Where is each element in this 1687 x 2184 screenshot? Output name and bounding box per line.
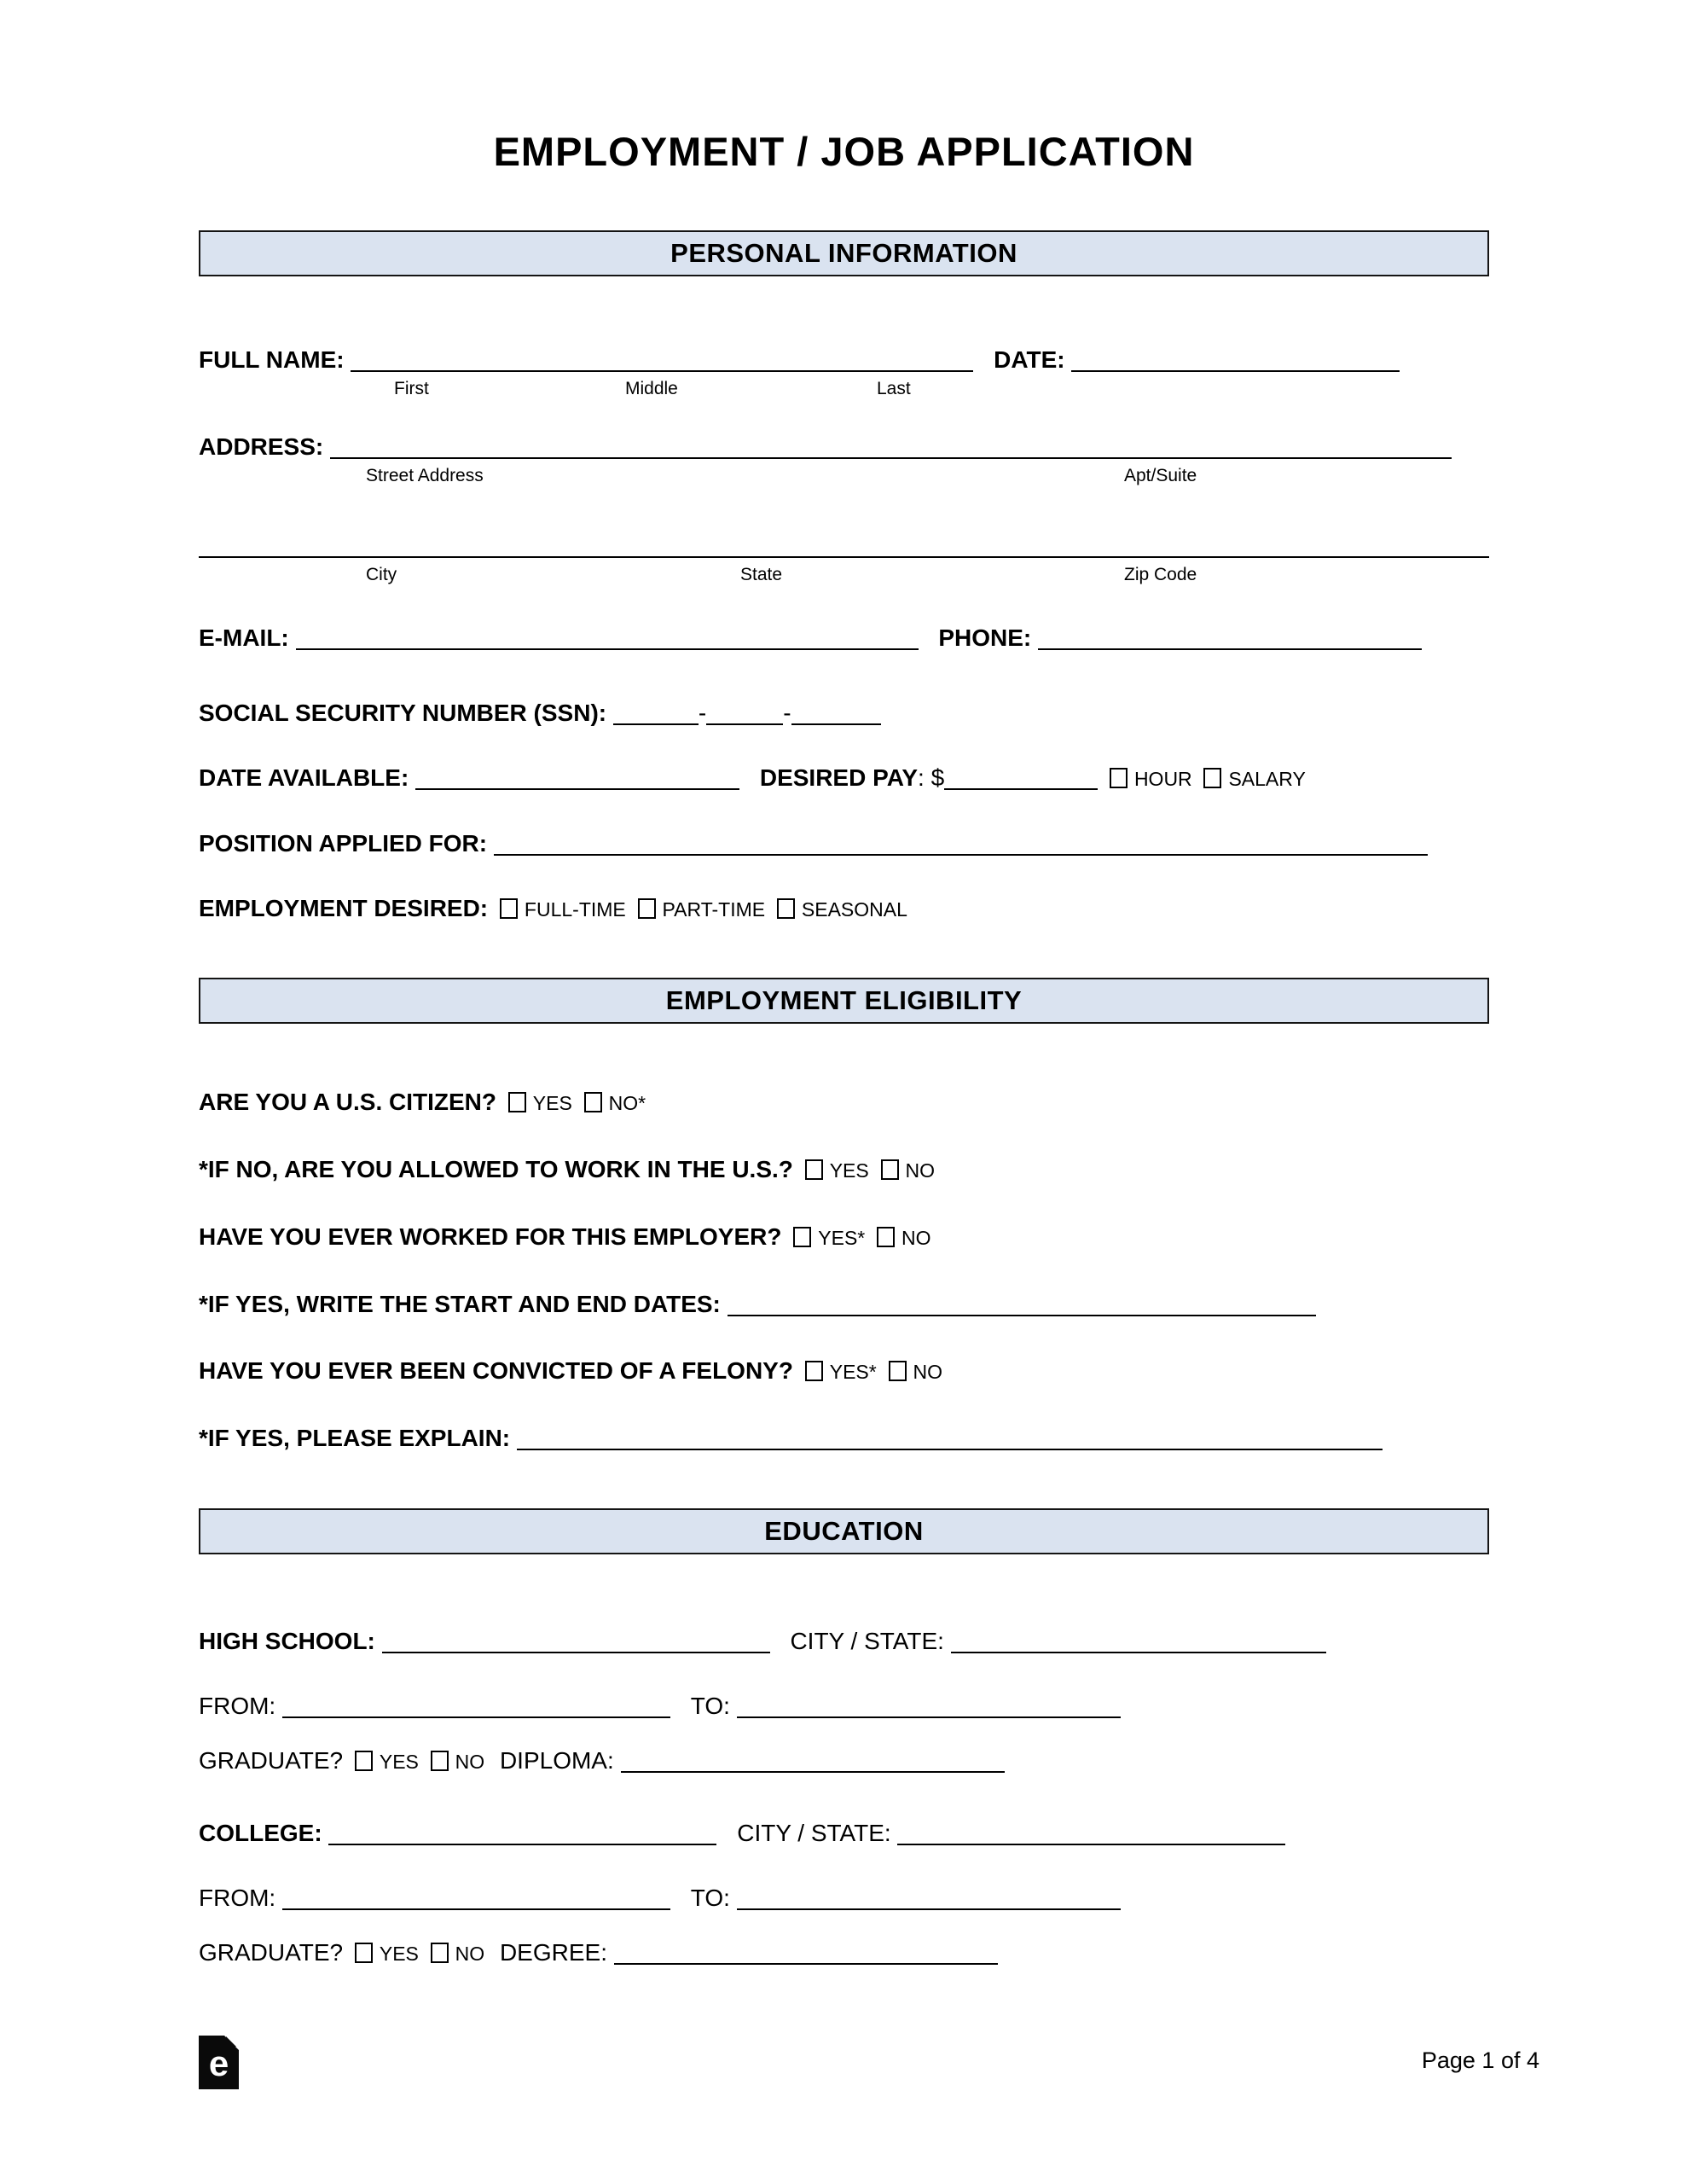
position-row: [199, 828, 1489, 859]
city-sublabel: City: [366, 565, 397, 585]
last-sublabel: Last: [877, 379, 911, 399]
hs-from-label: FROM:: [199, 1693, 276, 1720]
citizen-question-label: ARE YOU A U.S. CITIZEN?: [199, 1089, 496, 1116]
section-header-education-label: EDUCATION: [764, 1516, 924, 1547]
hs-city-state-line[interactable]: [951, 1652, 1326, 1653]
position-applied-label: POSITION APPLIED FOR:: [199, 830, 488, 857]
street-address-sublabel: Street Address: [366, 466, 484, 486]
address-sublabels-1: [199, 462, 1489, 491]
checkbox-citizen-no[interactable]: [584, 1092, 602, 1112]
apt-suite-sublabel: Apt/Suite: [1124, 466, 1197, 486]
start-end-dates-line[interactable]: [728, 1315, 1316, 1316]
employment-desired-row: [199, 893, 1489, 925]
felony-explain-label: *IF YES, PLEASE EXPLAIN:: [199, 1425, 511, 1452]
checkbox-hs-graduate-yes[interactable]: [355, 1751, 373, 1771]
college-from-label: FROM:: [199, 1885, 276, 1912]
full-time-option-label: FULL-TIME: [524, 898, 626, 921]
hs-to-line[interactable]: [737, 1716, 1121, 1718]
date-available-label: DATE AVAILABLE:: [199, 764, 409, 792]
address-sublabels-2: [199, 561, 1489, 590]
page-title: EMPLOYMENT / JOB APPLICATION: [493, 129, 1195, 174]
ssn-line-3[interactable]: [791, 723, 881, 725]
citizen-question-row: [199, 1087, 1489, 1118]
hs-city-state-label: CITY / STATE:: [790, 1628, 944, 1655]
logo-letter: e: [208, 2043, 229, 2083]
checkbox-felony-no[interactable]: [889, 1361, 907, 1381]
name-sublabels: [199, 375, 1489, 404]
desired-pay-punct: : $: [918, 764, 945, 792]
college-graduate-yes-label: YES: [379, 1943, 419, 1966]
checkbox-citizen-yes[interactable]: [508, 1092, 526, 1112]
college-to-line[interactable]: [737, 1908, 1121, 1910]
ssn-row: [199, 698, 1489, 729]
felony-question-label: HAVE YOU EVER BEEN CONVICTED OF A FELONY?: [199, 1357, 793, 1385]
college-row: [199, 1818, 1489, 1849]
date-line[interactable]: [1071, 370, 1400, 372]
middle-sublabel: Middle: [625, 379, 678, 399]
page-number-label: Page 1 of 4: [1421, 2048, 1539, 2073]
college-city-state-line[interactable]: [897, 1844, 1285, 1845]
felony-explain-line[interactable]: [517, 1449, 1383, 1450]
checkbox-hs-graduate-no[interactable]: [431, 1751, 449, 1771]
high-school-line[interactable]: [382, 1652, 770, 1653]
high-school-from-to-row: [199, 1691, 1489, 1722]
section-header-eligibility-label: EMPLOYMENT ELIGIBILITY: [665, 985, 1023, 1016]
checkbox-college-graduate-yes[interactable]: [355, 1943, 373, 1963]
date-label: DATE:: [994, 346, 1065, 374]
start-end-dates-row: [199, 1289, 1489, 1320]
start-end-dates-label: *IF YES, WRITE THE START AND END DATES:: [199, 1291, 721, 1318]
ssn-line-1[interactable]: [613, 723, 699, 725]
citizen-yes-label: YES: [532, 1092, 572, 1115]
checkbox-pay-salary[interactable]: [1203, 768, 1221, 788]
college-graduate-label: GRADUATE?: [199, 1939, 344, 1966]
checkbox-allowed-yes[interactable]: [805, 1159, 823, 1180]
felony-no-label: NO: [913, 1361, 943, 1384]
checkbox-part-time[interactable]: [638, 898, 656, 919]
ssn-separator-1: -: [698, 700, 707, 727]
section-header-employment-eligibility: [199, 978, 1489, 1024]
section-header-personal-label: PERSONAL INFORMATION: [670, 238, 1017, 269]
hs-graduate-label: GRADUATE?: [199, 1747, 344, 1774]
ssn-separator-2: -: [783, 700, 791, 727]
full-name-line[interactable]: [351, 370, 973, 372]
date-available-line[interactable]: [415, 788, 739, 790]
college-from-to-row: [199, 1883, 1489, 1914]
worked-yes-label: YES*: [818, 1227, 866, 1250]
phone-label: PHONE:: [938, 624, 1032, 652]
checkbox-college-graduate-no[interactable]: [431, 1943, 449, 1963]
email-line[interactable]: [296, 648, 919, 650]
hs-to-label: TO:: [690, 1693, 730, 1720]
allowed-to-work-question-label: *IF NO, ARE YOU ALLOWED TO WORK IN THE U.S.?: [199, 1156, 793, 1183]
address-line[interactable]: [330, 457, 1452, 459]
worked-for-employer-question-label: HAVE YOU EVER WORKED FOR THIS EMPLOYER?: [199, 1223, 782, 1251]
felony-yes-label: YES*: [829, 1361, 877, 1384]
hs-from-line[interactable]: [282, 1716, 670, 1718]
ssn-line-2[interactable]: [706, 723, 783, 725]
checkbox-seasonal[interactable]: [777, 898, 795, 919]
college-from-line[interactable]: [282, 1908, 670, 1910]
desired-pay-line[interactable]: [944, 788, 1098, 790]
zip-code-sublabel: Zip Code: [1124, 565, 1197, 585]
checkbox-allowed-no[interactable]: [881, 1159, 899, 1180]
address-row: [199, 432, 1489, 462]
high-school-graduate-row: [199, 1745, 1489, 1777]
felony-explain-row: [199, 1423, 1489, 1454]
allowed-yes-label: YES: [829, 1159, 869, 1182]
college-graduate-no-label: NO: [455, 1943, 485, 1966]
address-label: ADDRESS:: [199, 433, 324, 461]
state-sublabel: State: [740, 565, 783, 585]
worked-for-employer-question-row: [199, 1222, 1489, 1253]
desired-pay-label: DESIRED PAY: [759, 764, 919, 792]
part-time-option-label: PART-TIME: [662, 898, 766, 921]
allowed-no-label: NO: [905, 1159, 935, 1182]
hs-graduate-no-label: NO: [455, 1751, 485, 1774]
page-footer: [199, 2036, 1539, 2089]
degree-line[interactable]: [614, 1963, 998, 1965]
email-label: E-MAIL:: [199, 624, 289, 652]
diploma-line[interactable]: [621, 1771, 1005, 1773]
allowed-to-work-question-row: [199, 1154, 1489, 1186]
position-applied-line[interactable]: [494, 854, 1428, 856]
checkbox-felony-yes[interactable]: [805, 1361, 823, 1381]
address-row-2: [199, 531, 1489, 561]
citizen-no-label: NO*: [608, 1092, 646, 1115]
high-school-row: [199, 1626, 1489, 1657]
section-header-personal-information: [199, 230, 1489, 276]
diploma-label: DIPLOMA:: [499, 1747, 614, 1774]
degree-label: DEGREE:: [499, 1939, 607, 1966]
first-sublabel: First: [394, 379, 429, 399]
address-line-2[interactable]: [199, 556, 1489, 558]
felony-question-row: [199, 1356, 1489, 1387]
high-school-label: HIGH SCHOOL:: [199, 1628, 375, 1655]
seasonal-option-label: SEASONAL: [801, 898, 907, 921]
eforms-logo-icon: [199, 2036, 239, 2089]
phone-line[interactable]: [1038, 648, 1422, 650]
checkbox-pay-hour[interactable]: [1110, 768, 1128, 788]
hs-graduate-yes-label: YES: [379, 1751, 419, 1774]
checkbox-worked-no[interactable]: [877, 1227, 895, 1247]
college-graduate-row: [199, 1937, 1489, 1969]
date-available-pay-row: [199, 763, 1489, 794]
form-content: [199, 0, 1489, 1969]
checkbox-worked-yes[interactable]: [793, 1227, 811, 1247]
employment-desired-label: EMPLOYMENT DESIRED:: [199, 895, 489, 922]
worked-no-label: NO: [901, 1227, 931, 1250]
full-name-row: [199, 345, 1489, 375]
college-line[interactable]: [328, 1844, 716, 1845]
email-phone-row: [199, 623, 1489, 653]
section-header-education: [199, 1508, 1489, 1554]
college-city-state-label: CITY / STATE:: [737, 1820, 891, 1847]
hour-option-label: HOUR: [1133, 768, 1192, 791]
college-label: COLLEGE:: [199, 1820, 322, 1847]
ssn-label: SOCIAL SECURITY NUMBER (SSN):: [199, 700, 607, 727]
salary-option-label: SALARY: [1228, 768, 1306, 791]
full-name-label: FULL NAME:: [199, 346, 345, 374]
checkbox-full-time[interactable]: [500, 898, 518, 919]
college-to-label: TO:: [690, 1885, 730, 1912]
